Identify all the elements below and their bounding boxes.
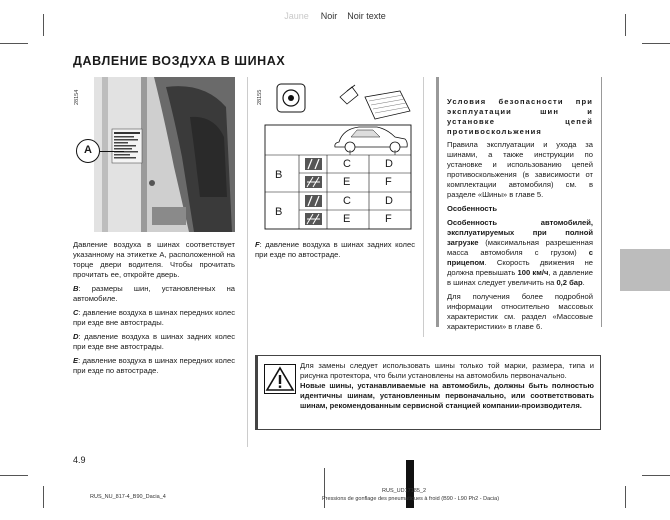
diagram-label-f: F [385,213,392,225]
dirt-road-icon [305,195,322,207]
diagram-label-b: B [275,206,283,218]
paragraph: B: размеры шин, установленных на автомобиле. [73,284,235,303]
door-photo [94,77,235,232]
column-divider [423,77,424,337]
diagram-label-d: D [385,158,393,170]
color-mark-jaune: Jaune [284,11,309,21]
tire-pressure-diagram [255,77,413,232]
highway-icon [305,176,322,188]
page-title: ДАВЛЕНИЕ ВОЗДУХА В ШИНАХ [73,54,286,68]
panel-subheading: Особенность [447,204,498,213]
color-mark-noir-texte: Noir texte [347,11,386,21]
diagram-label-e: E [343,213,351,225]
middle-column-text [255,240,415,264]
diagram-label-f: F [385,176,392,188]
crop-mark [0,475,28,476]
paragraph: E: давление воздуха в шинах передних колес при езде по автостраде. [73,356,235,375]
warning-box [255,355,601,430]
figure-ref-photo: 28154 [74,89,80,105]
footer-center: Pressions de gonflage des pneumatiques à froid (B90 - L90 Ph2 - Dacia) [322,496,500,502]
crop-mark [625,486,626,508]
crop-mark [625,14,626,36]
warning-paragraph: Для замены следует использовать шины только той марки, размера, типа и рисунка протектора, что были установлены на автомобиль первоначально. [300,361,594,380]
callout-line [100,151,124,152]
diagram-label-b: B [275,169,283,181]
diagram-label-c: C [343,158,351,170]
footer-left: RUS_NU_817-4_B90_Dacia_4 [90,494,166,500]
footer-center-top: RUS_UD17185_2 [382,488,427,494]
paragraph: F: давление воздуха в шинах задних колес при езде по автостраде. [255,240,415,259]
chapter-tab [620,249,670,291]
crop-mark [0,43,28,44]
paragraph: D: давление воздуха в шинах задних колес при езде вне автострады. [73,332,235,351]
color-marks [250,11,420,21]
crop-mark [43,14,44,36]
warning-text [300,361,594,411]
color-mark-noir: Noir [320,11,338,21]
page-number: 4.9 [73,455,86,465]
column-divider [247,77,248,447]
crop-mark [324,468,325,508]
diagram-label-d: D [385,195,393,207]
left-column-text [73,240,235,380]
paragraph: Правила эксплуатации и ухода за шинами, а также инструкции по установке и использованию цепей противоскольжения (в зависимости от комплектации автомобиля) см. в разделе «Шины» в главе 5. [447,140,593,199]
crop-mark [43,486,44,508]
paragraph: Особенность автомобилей, эксплуатируемых при полной загрузке (максимальная разрешенная масса автомобиля с грузом) с прицепом. Скорость движения не должна превышать 100 км/ч, а давление в шинах следует увеличить на 0,2 бар. [447,218,593,287]
warning-triangle-icon [264,364,296,394]
panel-title: Условия безопасности при эксплуатации шин и установке цепей противоскольжения [447,97,593,136]
callout-label-a: A [76,139,100,163]
paragraph: Давление воздуха в шинах соответствует указанному на этикетке A, расположенной на торце двери водителя. Чтобы прочитать прочитать ее, откройте дверь. [73,240,235,279]
dirt-road-icon [305,158,322,170]
diagram-label-e: E [343,176,351,188]
warning-paragraph-bold: Новые шины, устанавливаемые на автомобиль, должны быть полностью идентичны шинам, установленным первоначально, или соответствовать шинам, рекомендованным сервисной станцией компании-производителя. [300,381,594,410]
diagram-label-c: C [343,195,351,207]
figure-ref-diagram: 28155 [257,89,263,105]
highway-icon [305,213,322,225]
paragraph: Для получения более подробной информации относительно массовых характеристик см. раздел «Массовые характеристики» в главе 6. [447,292,593,331]
safety-side-panel [436,77,602,331]
paragraph: C: давление воздуха в шинах передних колес при езде вне автострады. [73,308,235,327]
crop-mark [642,43,670,44]
crop-mark [642,475,670,476]
